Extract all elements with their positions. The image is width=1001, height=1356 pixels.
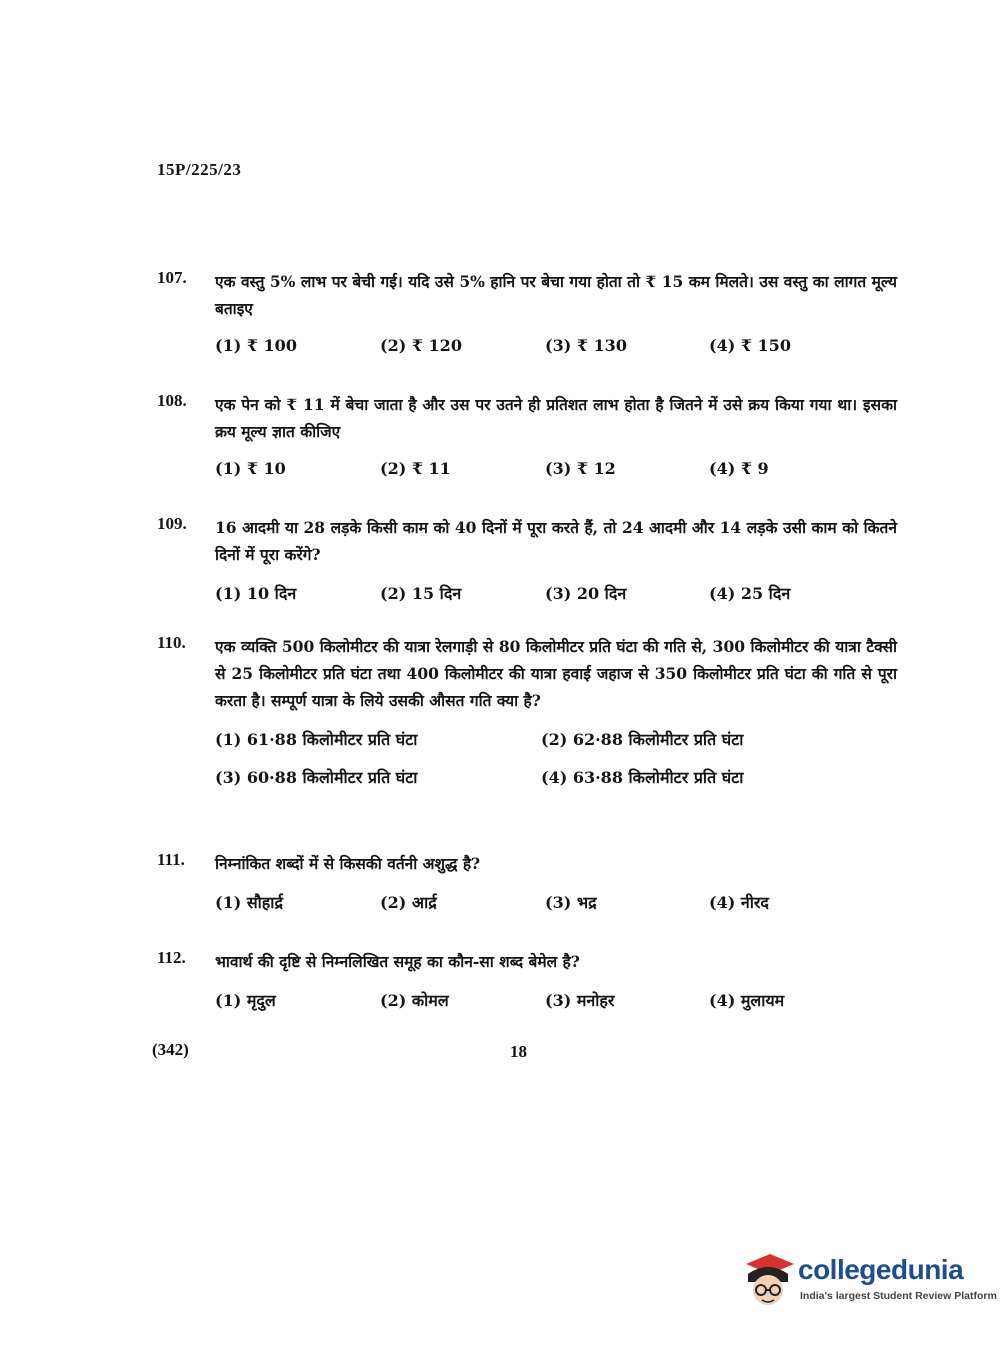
question-108 — [157, 391, 897, 489]
option-1: (1) 61·88 किलोमीटर प्रति घंटा — [215, 730, 418, 749]
question-number: 110. — [157, 633, 186, 652]
question-112 — [157, 948, 897, 1019]
question-109 — [157, 514, 897, 612]
option-3: (3) ₹ 130 — [545, 336, 627, 355]
option-3: (3) 20 दिन — [545, 584, 627, 603]
question-text: निम्नांकित शब्दों में से किसकी वर्तनी अशुद्ध है? — [215, 854, 481, 873]
options-row — [215, 728, 897, 758]
option-4: (4) मुलायम — [709, 991, 785, 1010]
option-3: (3) मनोहर — [545, 991, 615, 1010]
option-2: (2) 62·88 किलोमीटर प्रति घंटा — [541, 730, 744, 749]
option-2: (2) 15 दिन — [380, 584, 462, 603]
option-3: (3) ₹ 12 — [545, 459, 616, 478]
options-row — [215, 336, 897, 366]
option-2: (2) ₹ 11 — [380, 459, 451, 478]
question-107 — [157, 268, 897, 366]
brand-name: collegedunia — [798, 1254, 964, 1285]
question-number: 111. — [157, 850, 185, 869]
option-1: (1) ₹ 10 — [215, 459, 286, 478]
question-number: 108. — [157, 391, 187, 410]
option-4: (4) ₹ 9 — [709, 459, 769, 478]
option-2: (2) ₹ 120 — [380, 336, 462, 355]
question-number: 109. — [157, 514, 187, 533]
question-text: एक व्यक्ति 500 किलोमीटर की यात्रा रेलगाड़ी से 80 किलोमीटर प्रति घंटा की गति से, 300 किलोमीटर की यात्रा टैक्सी से 25 किलोमीटर प्रति घंटा तथा 400 किलोमीटर की यात्रा हवाई जहाज से 350 किलोमीटर प्रति घंटा की गति से पूरा करता है। सम्पूर्ण यात्रा के लिये उसकी औसत गति क्या है? — [215, 637, 897, 710]
option-1: (1) मृदुल — [215, 991, 276, 1010]
page-number: 18 — [510, 1042, 527, 1061]
option-4: (4) 25 दिन — [709, 584, 791, 603]
options-row — [215, 459, 897, 489]
options-row — [215, 989, 897, 1019]
mascot-icon — [740, 1250, 796, 1310]
option-2: (2) आर्द्र — [380, 893, 437, 912]
option-3: (3) भद्र — [545, 893, 597, 912]
options-row — [215, 766, 897, 796]
paper-code: 15P/225/23 — [157, 160, 242, 179]
question-110 — [157, 633, 897, 796]
question-text: भावार्थ की दृष्टि से निम्नलिखित समूह का कौन-सा शब्द बेमेल है? — [215, 952, 580, 971]
option-1: (1) 10 दिन — [215, 584, 297, 603]
option-4: (4) नीरद — [709, 893, 769, 912]
option-1: (1) ₹ 100 — [215, 336, 297, 355]
brand-tagline: India's largest Student Review Platform — [800, 1290, 997, 1302]
footer-code: (342) — [152, 1040, 189, 1059]
question-text: एक पेन को ₹ 11 में बेचा जाता है और उस पर उतने ही प्रतिशत लाभ होता है जितने में उसे क्रय किया गया था। इसका क्रय मूल्य ज्ञात कीजिए — [215, 395, 897, 441]
options-row — [215, 891, 897, 921]
question-number: 107. — [157, 268, 187, 287]
question-number: 112. — [157, 948, 186, 967]
question-111 — [157, 850, 897, 921]
option-2: (2) कोमल — [380, 991, 449, 1010]
option-4: (4) 63·88 किलोमीटर प्रति घंटा — [541, 768, 744, 787]
options-row — [215, 582, 897, 612]
collegedunia-watermark — [740, 1250, 997, 1310]
question-text: एक वस्तु 5% लाभ पर बेची गई। यदि उसे 5% हानि पर बेचा गया होता तो ₹ 15 कम मिलते। उस वस्तु का लागत मूल्य बताइए — [215, 272, 897, 318]
option-4: (4) ₹ 150 — [709, 336, 791, 355]
option-1: (1) सौहार्द्र — [215, 893, 283, 912]
option-3: (3) 60·88 किलोमीटर प्रति घंटा — [215, 768, 418, 787]
question-text: 16 आदमी या 28 लड़के किसी काम को 40 दिनों में पूरा करते हैं, तो 24 आदमी और 14 लड़के उसी काम को कितने दिनों में पूरा करेंगे? — [215, 518, 897, 564]
